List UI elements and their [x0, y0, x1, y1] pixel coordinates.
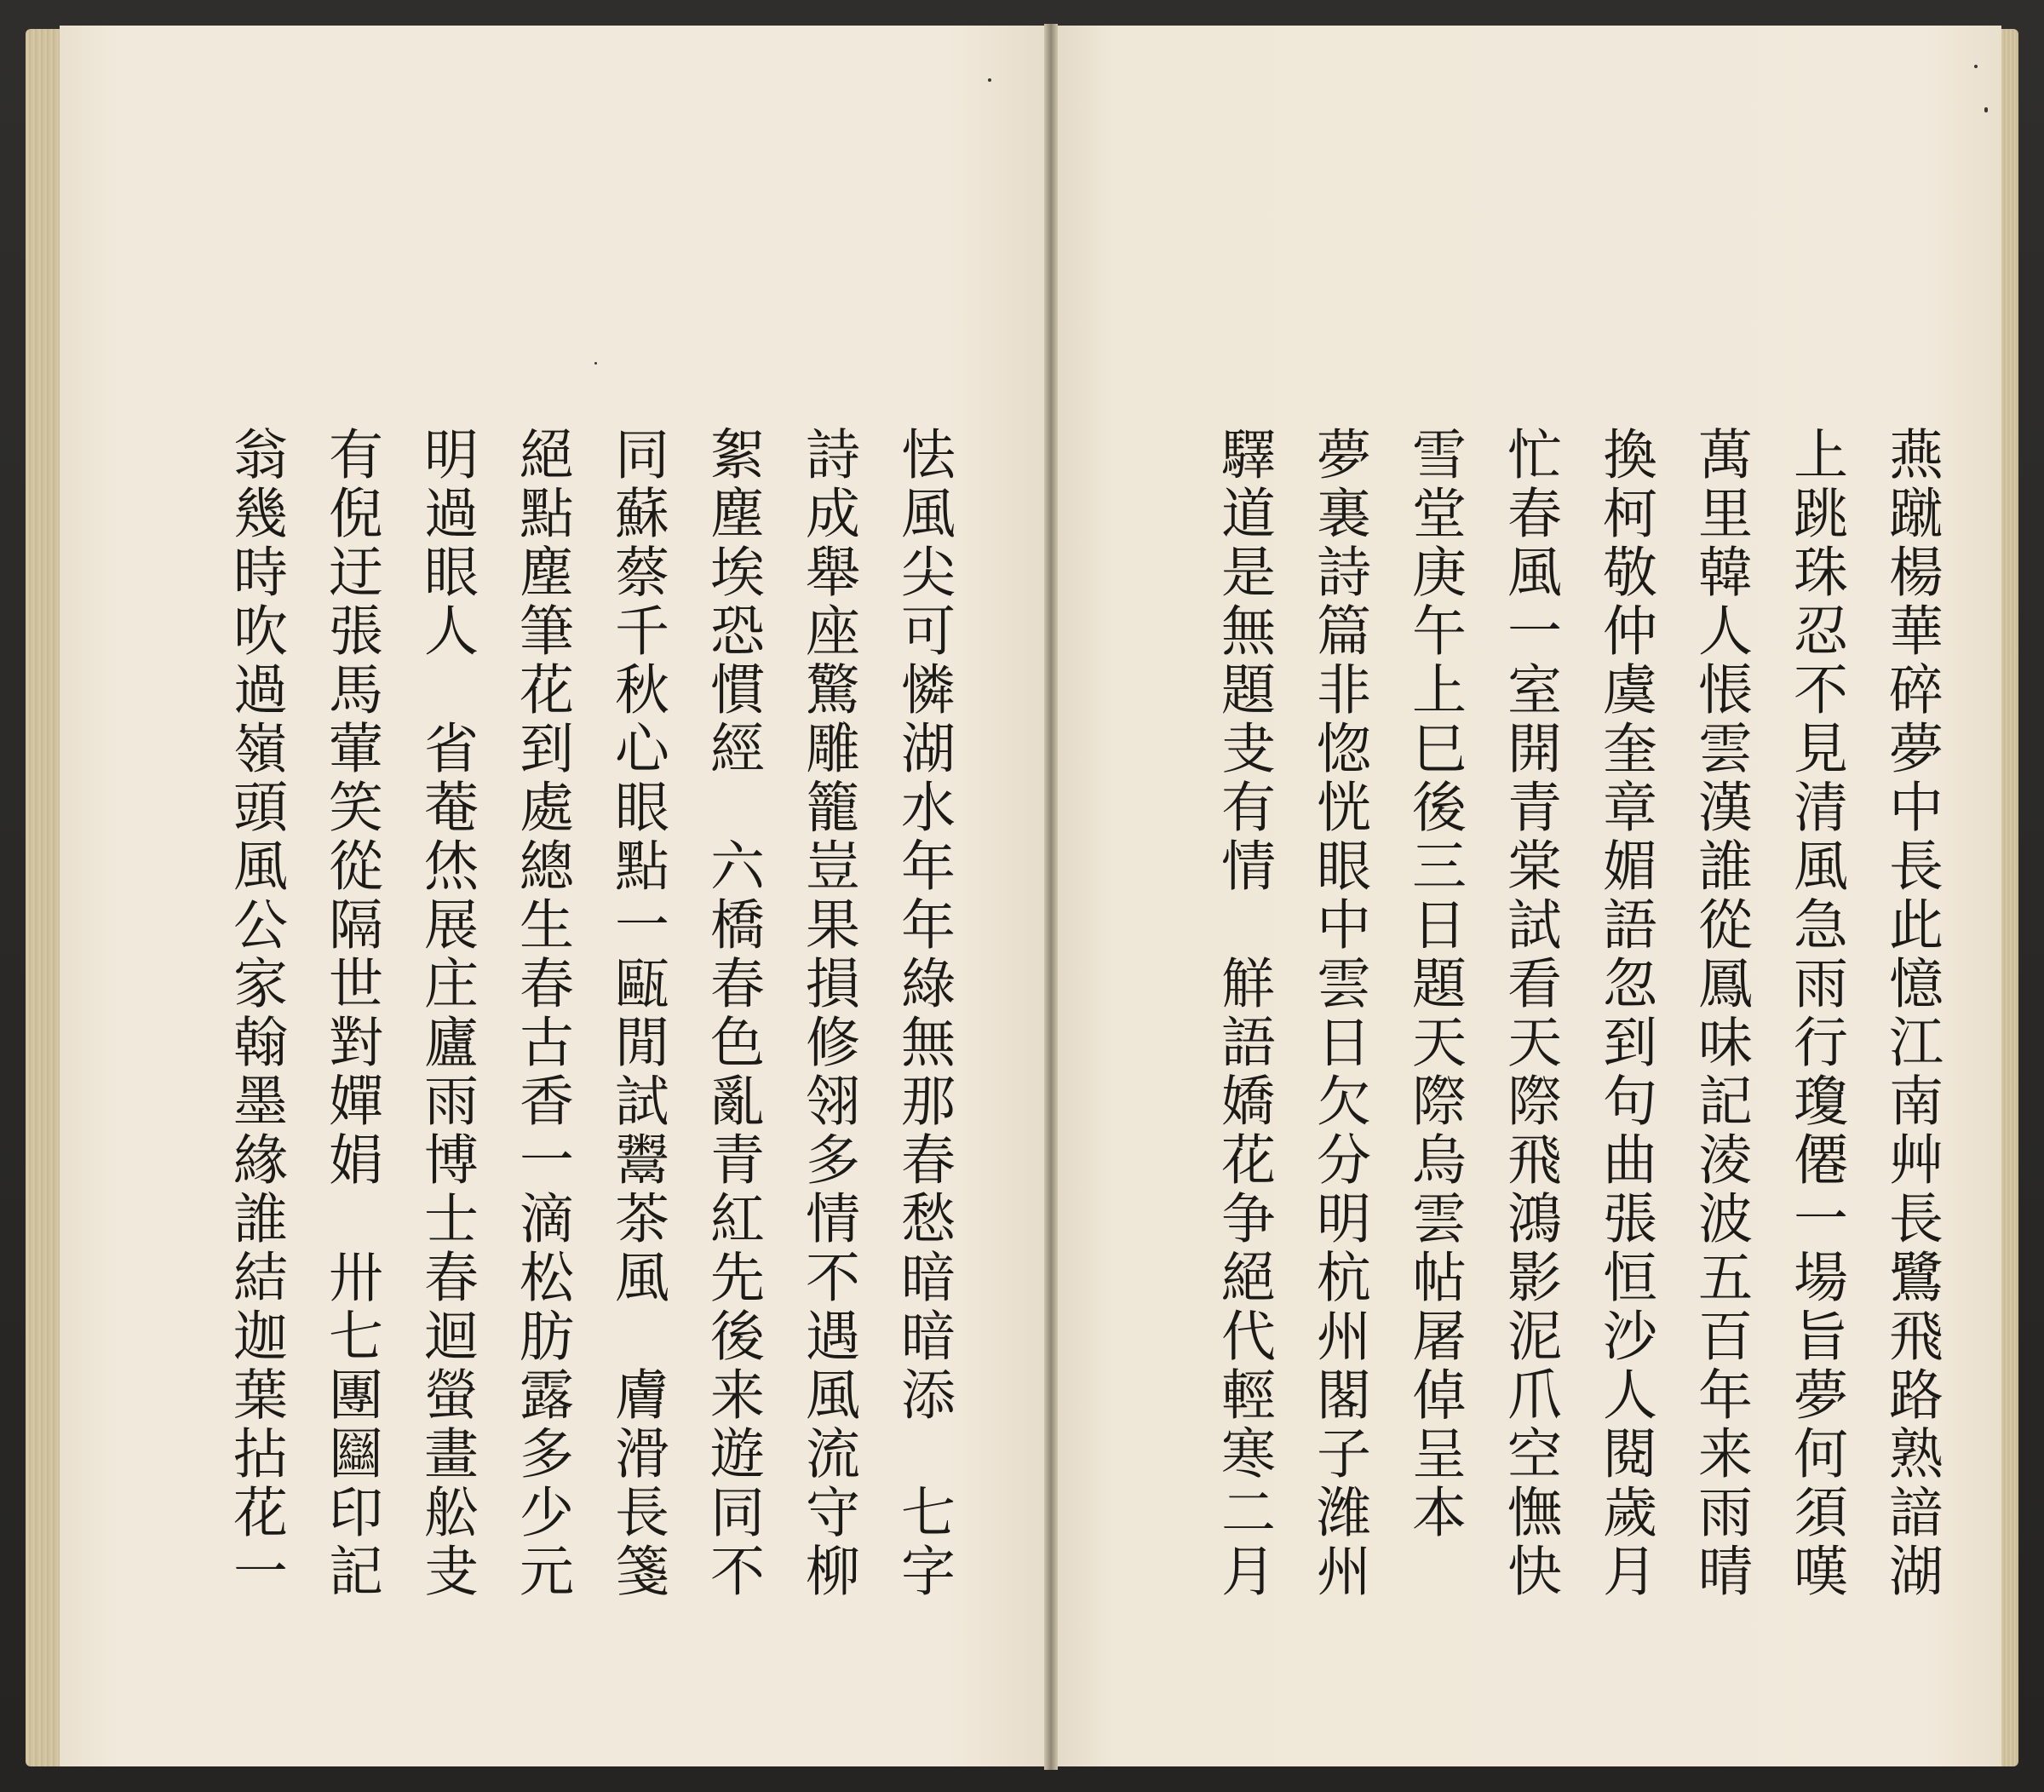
text-column: 詩成舉座驚雕籠豈果損修翎多情不遇風流守柳: [796, 426, 859, 1601]
left-page-edges: [26, 29, 63, 1766]
text-column: 萬里韓人悵雲漢誰從鳳味記淩波五百年来雨晴: [1689, 426, 1752, 1601]
text-column: 絮塵埃恐慣經 六橋春色亂青紅先後来遊同不: [701, 426, 764, 1601]
text-column: 絕點塵筆花到處總生春古香一滴松肪露多少元: [510, 426, 573, 1601]
text-column: 怯風尖可憐湖水年年綠無那春愁暗暗添 七字: [892, 426, 955, 1601]
text-column: 換柯敬仲虞奎章媚語忽到句曲張恒沙人閱歲月: [1593, 426, 1656, 1601]
text-column: 夢裏詩篇非惚恍眼中雲日欠分明杭州閣子潍州: [1307, 426, 1370, 1601]
ink-speck: [1984, 107, 1988, 112]
text-column: 雪堂庚午上巳後三日題天際烏雲帖屠倬呈本: [1403, 426, 1466, 1542]
text-column: 同蘇蔡千秋心眼點一甌閒試鬻茶風 膚滑長箋: [606, 426, 669, 1601]
ink-speck: [988, 78, 991, 82]
text-column: 翁幾時吹過嶺頭風公家翰墨緣誰結迦葉拈花一: [224, 426, 287, 1601]
right-page-text: [1192, 426, 1959, 1601]
book-gutter: [1044, 24, 1058, 1770]
text-column: 明過眼人 省菴烋展庄廬雨博士春迴螢畫舩叏: [415, 426, 478, 1601]
text-column: 驛道是無題叏有情 觧語嬌花争絕代輕寒二月: [1212, 426, 1275, 1601]
ink-speck: [594, 362, 597, 365]
text-column: 有倪迂張馬葷笑從隔世對嬋娟 卅七團圝印記: [319, 426, 382, 1601]
left-page-text: [102, 426, 971, 1601]
ink-speck: [1974, 65, 1978, 68]
text-column: 燕蹴楊華碎夢中長此憶江南艸長鷺飛路熟諳湖: [1880, 426, 1943, 1601]
text-column: 忙春風一室開青棠試看天際飛鴻影泥爪空憮快: [1498, 426, 1561, 1601]
text-column: 上跳珠忍不見清風急雨行瓊僊一場旨夢何須嘆: [1784, 426, 1847, 1601]
